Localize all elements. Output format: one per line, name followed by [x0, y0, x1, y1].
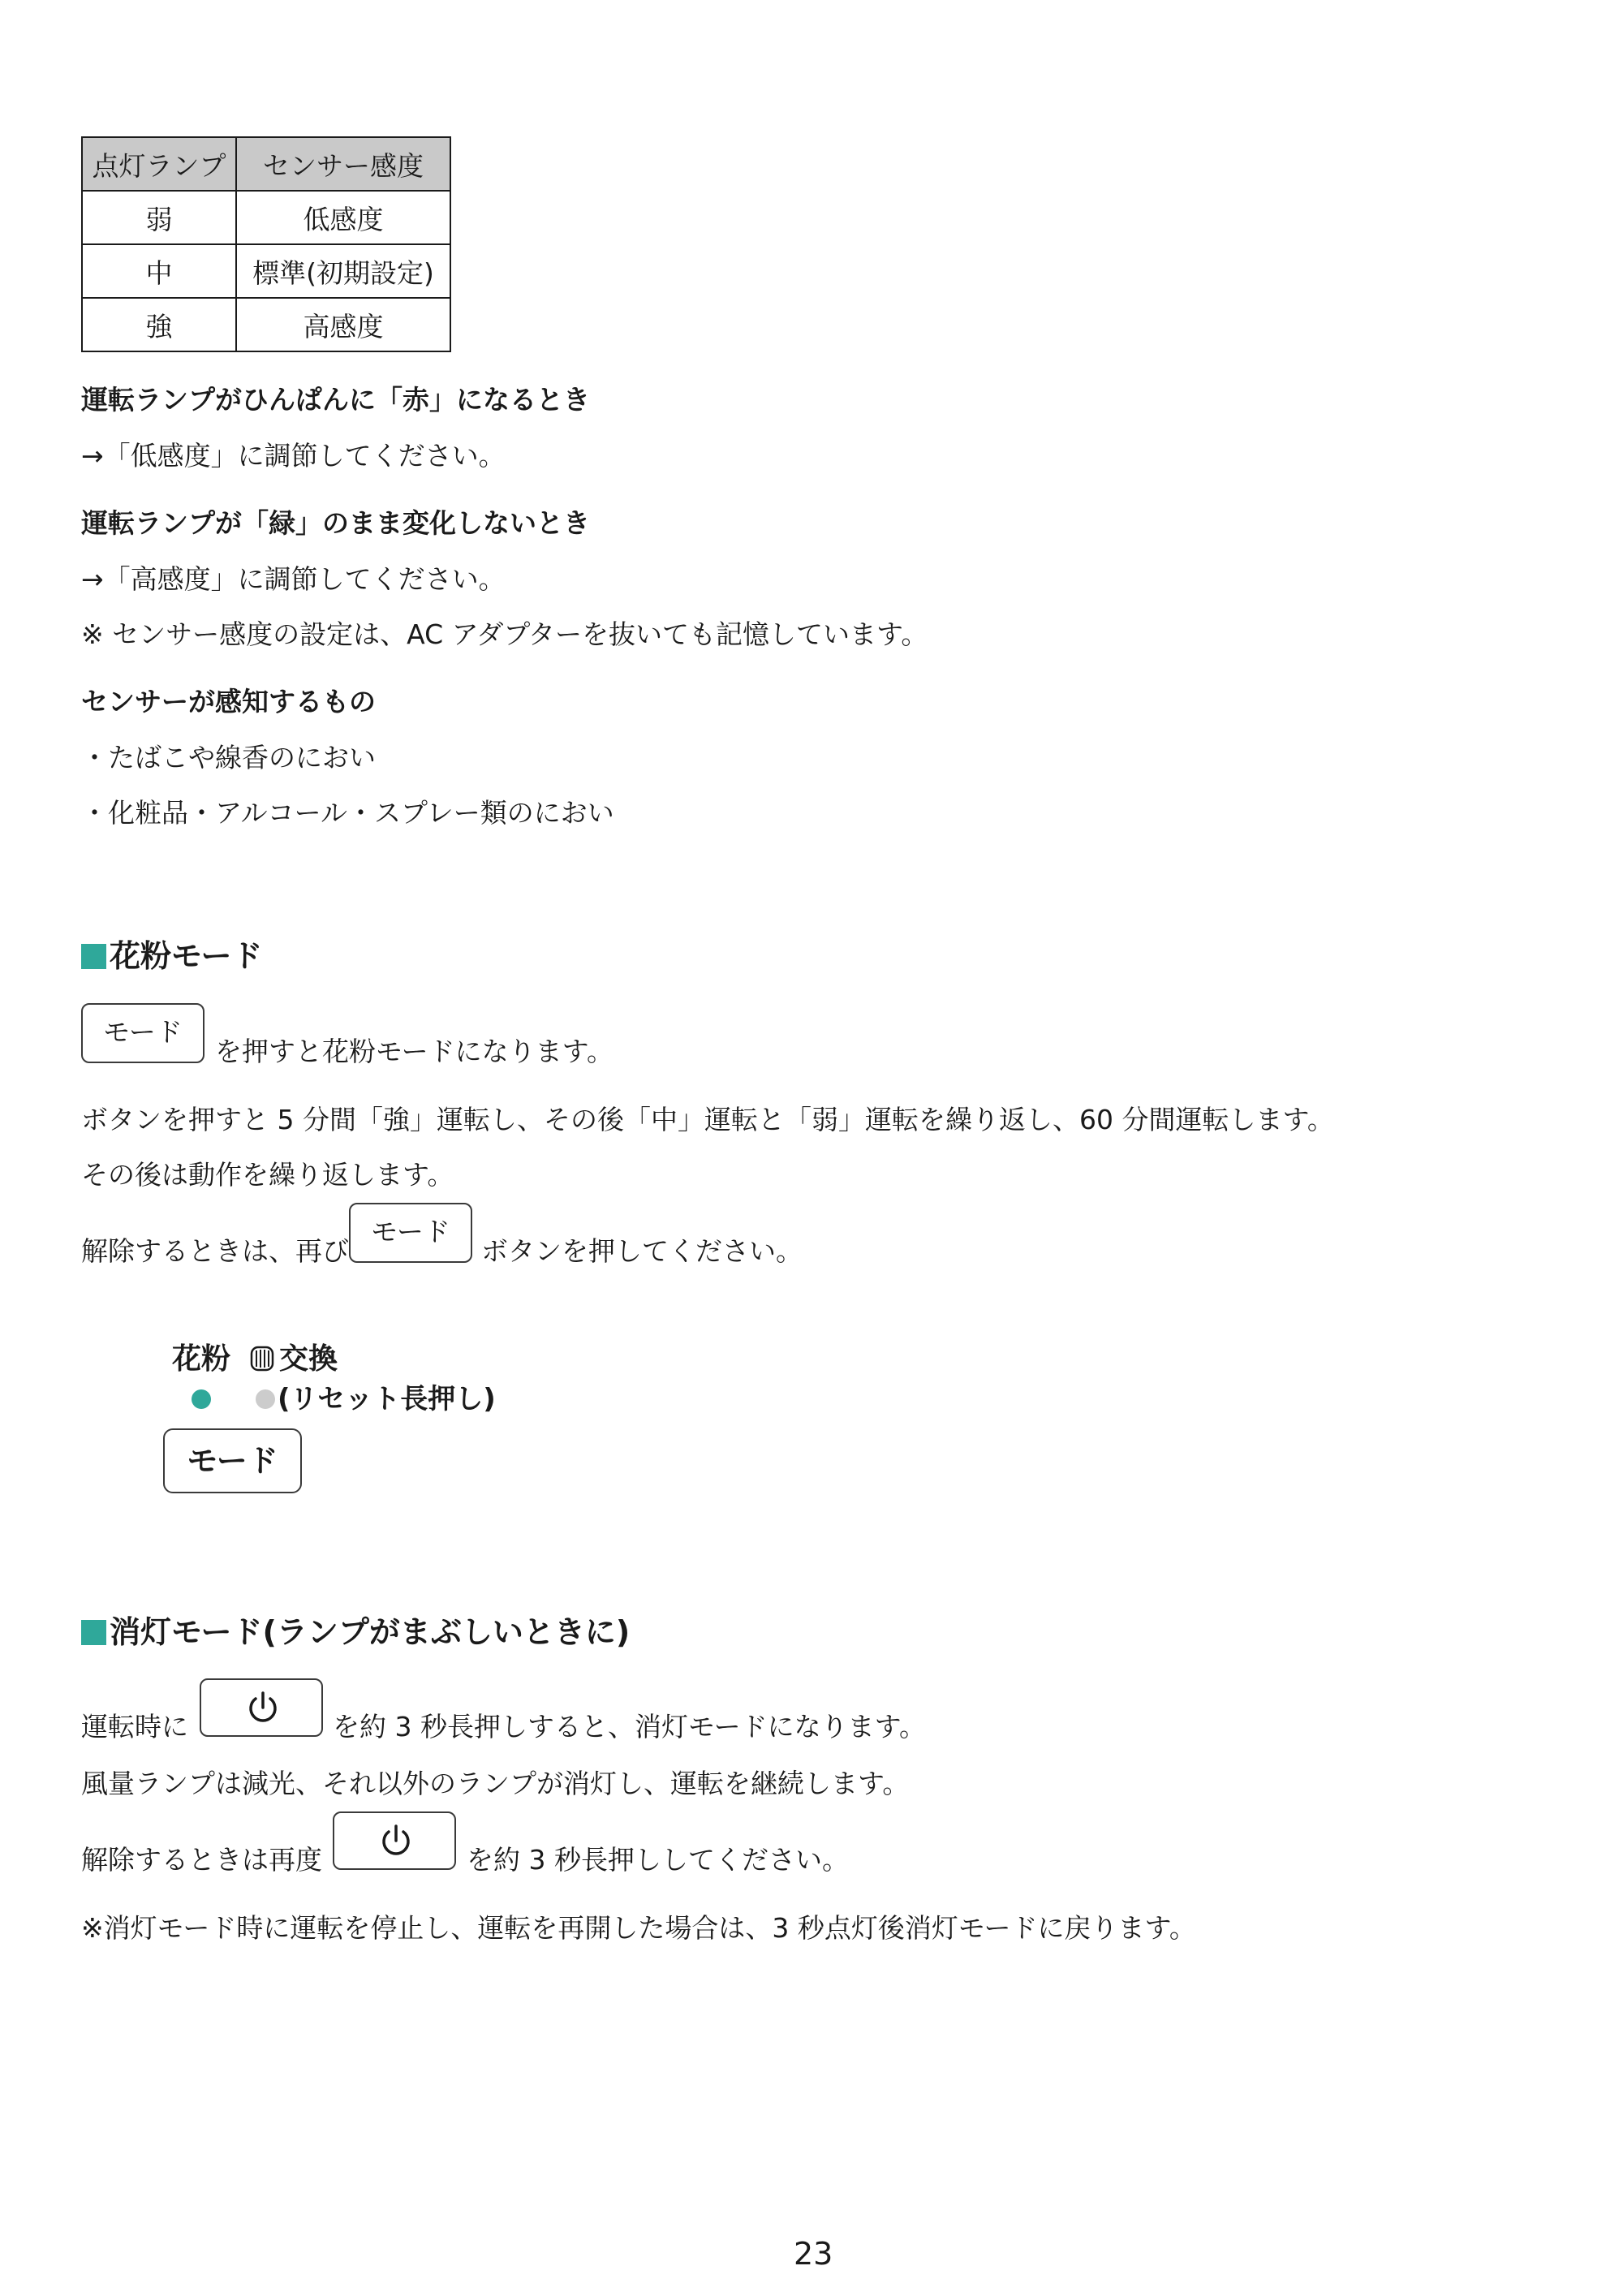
panel-label-pollen: 花粉 — [172, 1342, 231, 1376]
table-header-sensitivity: センサー感度 — [236, 137, 450, 191]
power-icon — [379, 1824, 413, 1859]
detect-item: ・たばこや線香のにおい — [81, 742, 376, 773]
pollen-cancel-prefix: 解除するときは、再び — [81, 1235, 349, 1267]
table-header-lamp: 点灯ランプ — [82, 137, 236, 191]
lightsoff-line2: 風量ランプは減光、それ以外のランプが消灯し、運転を継続します。 — [81, 1768, 910, 1799]
power-icon — [246, 1691, 280, 1726]
red-lamp-heading: 運転ランプがひんぱんに「赤」になるとき — [81, 384, 590, 416]
lightsoff-line3-prefix: 解除するときは再度 — [81, 1844, 322, 1876]
table-row — [82, 298, 450, 351]
lightsoff-line1-suffix: を約 3 秒長押しすると、消灯モードになります。 — [333, 1711, 927, 1742]
pollen-lamp-dot — [192, 1389, 211, 1409]
table-cell: 標準(初期設定) — [236, 244, 450, 298]
lightsoff-mode-heading-text: 消灯モード(ランプがまぶしいときに) — [110, 1614, 631, 1650]
pollen-mode-heading — [81, 937, 262, 975]
lightsoff-note: ※消灯モード時に運転を停止し、運転を再開した場合は、3 秒点灯後消灯モードに戻ります。 — [81, 1912, 1196, 1944]
table-cell: 高感度 — [236, 298, 450, 351]
panel-label-reset: (リセット長押し) — [278, 1383, 496, 1415]
table-header-row — [82, 137, 450, 191]
table-cell: 強 — [82, 298, 236, 351]
square-icon — [81, 944, 106, 969]
pollen-press-text: を押すと花粉モードになります。 — [215, 1036, 614, 1067]
panel-mode-button: モード — [163, 1428, 302, 1493]
mode-button-illustration: モード — [81, 1003, 204, 1063]
power-button-illustration — [200, 1678, 323, 1737]
pollen-cancel-suffix: ボタンを押してください。 — [481, 1235, 803, 1267]
power-button-illustration — [333, 1811, 456, 1870]
pollen-description: ボタンを押すと 5 分間「強」運転し、その後「中」運転と「弱」運転を繰り返し、60 分間運転します。 — [81, 1104, 1334, 1135]
green-lamp-heading: 運転ランプが「緑」のまま変化しないとき — [81, 507, 590, 539]
pollen-mode-heading-text: 花粉モード — [110, 938, 263, 974]
sensitivity-table — [81, 136, 451, 352]
table-cell: 中 — [82, 244, 236, 298]
sensor-memory-note: ※ センサー感度の設定は、AC アダプターを抜いても記憶しています。 — [81, 618, 928, 650]
panel-label-exchange: 交換 — [279, 1342, 338, 1376]
filter-icon — [250, 1346, 274, 1375]
pollen-repeat-text: その後は動作を繰り返します。 — [81, 1159, 454, 1191]
green-lamp-advice: →「高感度」に調節してください。 — [81, 563, 506, 595]
red-lamp-advice: →「低感度」に調節してください。 — [81, 440, 506, 472]
detect-item: ・化粧品・アルコール・スプレー類のにおい — [81, 797, 614, 829]
square-icon — [81, 1620, 106, 1645]
table-cell: 低感度 — [236, 191, 450, 244]
mode-button-illustration: モード — [349, 1203, 472, 1263]
lightsoff-mode-heading — [81, 1613, 630, 1651]
lightsoff-line1-prefix: 運転時に — [81, 1711, 188, 1742]
exchange-lamp-dot — [256, 1389, 275, 1409]
detect-heading: センサーが感知するもの — [81, 686, 376, 717]
page-number: 23 — [794, 2236, 833, 2272]
table-row — [82, 244, 450, 298]
table-cell: 弱 — [82, 191, 236, 244]
lightsoff-line3-suffix: を約 3 秒長押ししてください。 — [467, 1844, 849, 1876]
table-row — [82, 191, 450, 244]
